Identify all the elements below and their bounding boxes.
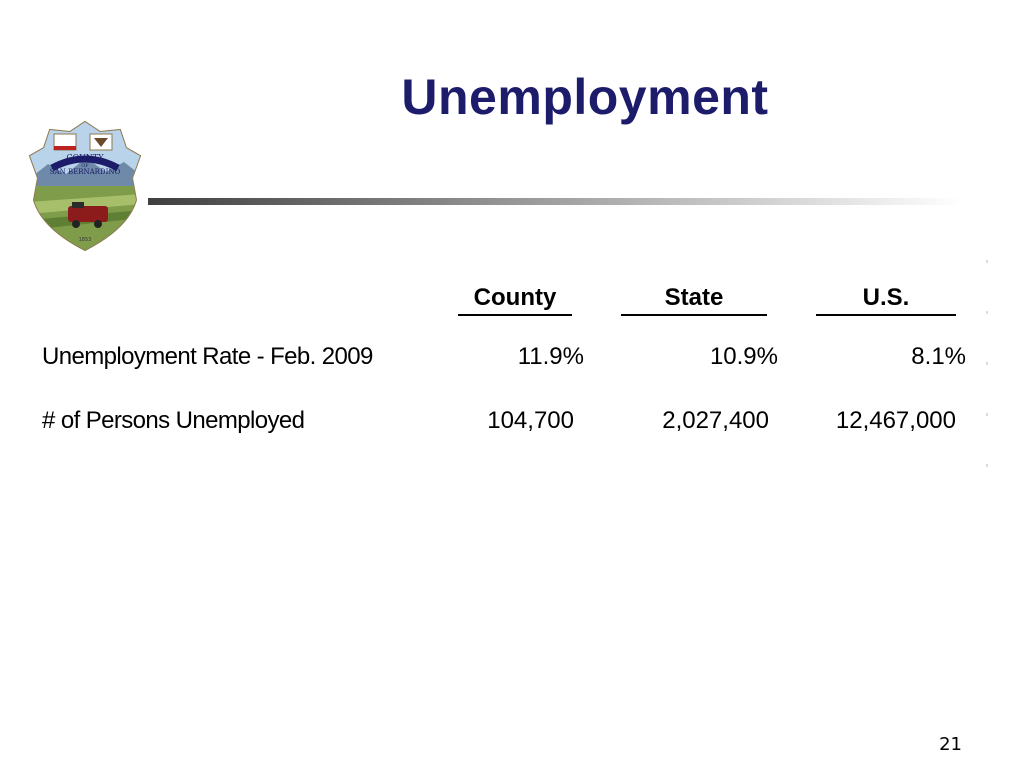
cell-persons-county: 104,700 [487, 407, 574, 434]
svg-text:SAN BERNARDINO: SAN BERNARDINO [49, 168, 121, 176]
cell-rate-us: 8.1% [911, 343, 966, 370]
svg-text:1853: 1853 [78, 237, 92, 243]
header-state: State [621, 284, 767, 316]
cell-persons-us: 12,467,000 [835, 407, 956, 434]
title-divider [148, 198, 963, 205]
cell-rate-county: 11.9% [517, 343, 584, 370]
header-us: U.S. [816, 284, 956, 316]
county-seal-logo [28, 120, 142, 252]
slide-title: Unemployment [401, 69, 769, 125]
page-number: 21 [939, 734, 962, 755]
cell-persons-state: 2,027,400 [662, 407, 769, 434]
row-label-persons-unemployed: # of Persons Unemployed [42, 407, 305, 434]
svg-text:OF: OF [81, 163, 89, 169]
header-county: County [458, 284, 572, 316]
margin-guide-dots [986, 260, 990, 490]
svg-text:COUNTY: COUNTY [66, 153, 104, 162]
cell-rate-state: 10.9% [709, 343, 778, 370]
row-label-unemployment-rate: Unemployment Rate - Feb. 2009 [42, 343, 373, 370]
